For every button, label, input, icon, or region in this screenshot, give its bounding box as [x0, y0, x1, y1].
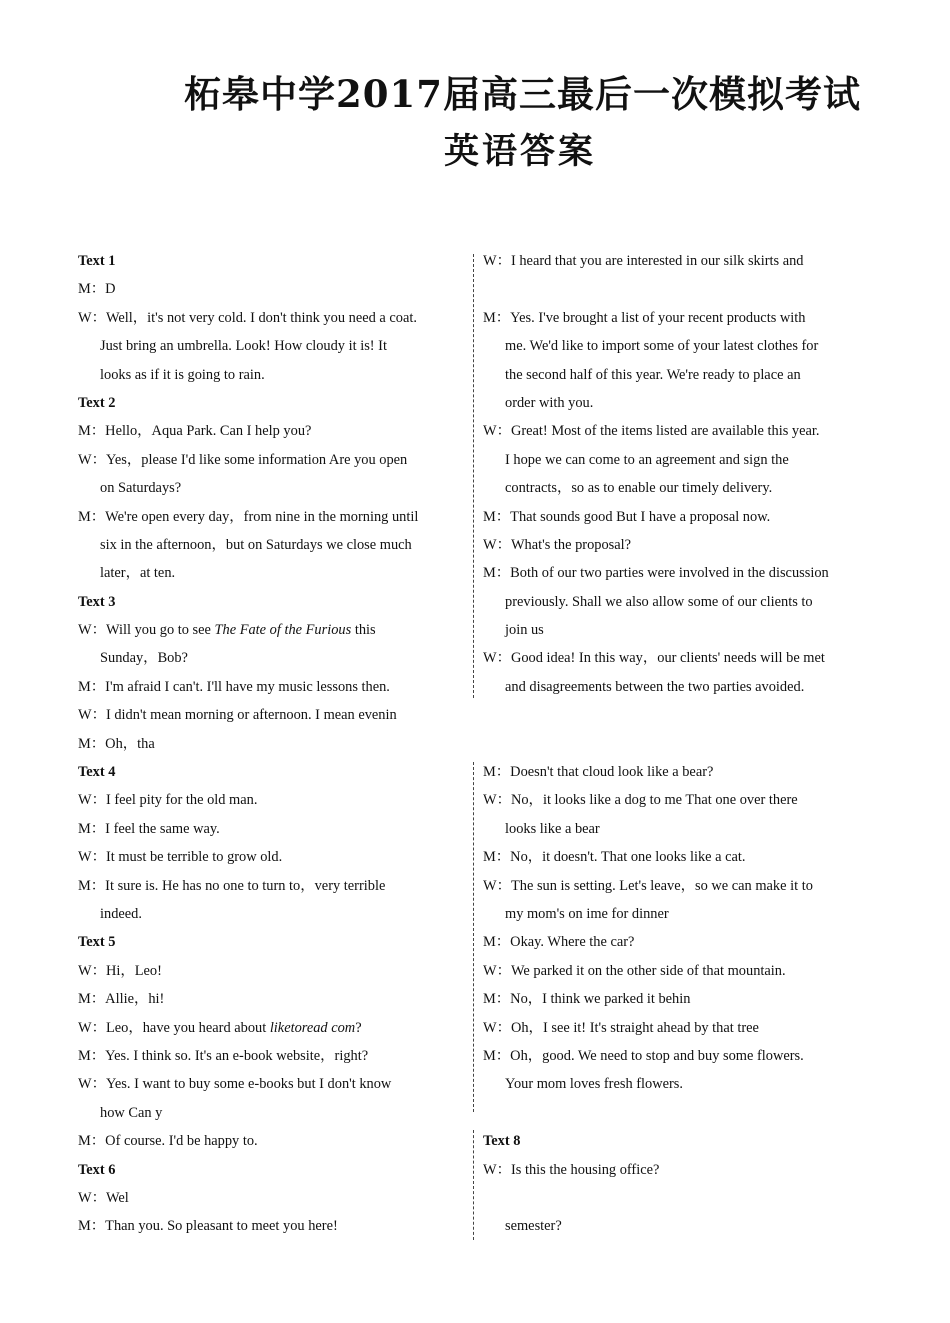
- column-divider: [473, 1130, 474, 1240]
- dialogue-line: previously. Shall we also allow some of our clients to: [505, 593, 813, 610]
- dialogue-line: M：Hello，Aqua Park. Can I help you?: [78, 423, 312, 440]
- column-divider: [473, 254, 474, 698]
- dialogue-line: W：Yes，please I'd like some information Are you open: [78, 451, 408, 468]
- dialogue-line: M：Okay. Where the car?: [483, 934, 635, 951]
- dialogue-line: W：The sun is setting. Let's leave，so we can make it to: [483, 877, 813, 894]
- dialogue-line: W：Is this the housing office?: [483, 1161, 660, 1178]
- dialogue-line: order with you.: [505, 394, 594, 411]
- dialogue-line: on Saturdays?: [100, 480, 182, 497]
- dialogue-line: six in the afternoon，but on Saturdays we close much: [100, 536, 412, 553]
- dialogue-line: how Can y: [100, 1104, 163, 1121]
- dialogue-line: M：Doesn't that cloud look like a bear?: [483, 764, 714, 781]
- page-subtitle: 英语答案: [443, 131, 596, 172]
- dialogue-line: W：We parked it on the other side of that mountain.: [483, 962, 786, 979]
- dialogue-line: W：Well，it's not very cold. I don't think you need a coat.: [78, 309, 417, 326]
- dialogue-line: M：No，it doesn't. That one looks like a cat.: [483, 849, 746, 866]
- column-divider: [473, 762, 474, 1112]
- dialogue-line: join us: [505, 622, 544, 639]
- dialogue-line: M：Of course. I'd be happy to.: [78, 1133, 258, 1150]
- section-heading: Text 1: [78, 253, 116, 269]
- dialogue-line: W：I didn't mean morning or afternoon. I mean evenin: [78, 707, 397, 724]
- title-block: [0, 70, 950, 174]
- blank-line: [483, 701, 875, 729]
- dialogue-line: W：I feel pity for the old man.: [78, 792, 258, 809]
- dialogue-line: M：Allie，hi!: [78, 991, 165, 1008]
- film-title: The Fate of the Furious: [214, 622, 352, 639]
- dialogue-line: semester?: [505, 1218, 562, 1235]
- dialogue-line: looks like a bear: [505, 820, 600, 837]
- dialogue-line: W：What's the proposal?: [483, 536, 632, 553]
- dialogue-line: M：Yes. I think so. It's an e-book website，right?: [78, 1047, 369, 1064]
- dialogue-line: W：Oh，I see it! It's straight ahead by that tree: [483, 1019, 759, 1036]
- dialogue-line: looks as if it is going to rain.: [100, 366, 265, 383]
- blank-line: [483, 1184, 875, 1212]
- section-heading: Text 6: [78, 1161, 116, 1178]
- dialogue-line: W：No，it looks like a dog to me That one over there: [483, 792, 798, 809]
- dialogue-line: W：Great! Most of the items listed are available this year.: [483, 423, 820, 440]
- dialogue-line: W：It must be terrible to grow old.: [78, 849, 283, 866]
- website-name: liketoread com: [269, 1019, 356, 1036]
- dialogue-line: W：Leo，have you heard about liketoread com?: [78, 1019, 362, 1036]
- dialogue-line: M：Oh，tha: [78, 735, 155, 752]
- dialogue-line: contracts，so as to enable our timely delivery.: [505, 480, 773, 497]
- dialogue-line: W：Good idea! In this way，our clients' needs will be met: [483, 650, 825, 667]
- dialogue-line: M：D: [78, 281, 116, 298]
- dialogue-line: W：Yes. I want to buy some e-books but I don't know: [78, 1076, 392, 1093]
- blank-line: [483, 275, 875, 303]
- blank-line: [483, 730, 875, 758]
- section-heading: Text 2: [78, 394, 116, 411]
- dialogue-line: indeed.: [100, 905, 142, 922]
- dialogue-line: Your mom loves fresh flowers.: [505, 1076, 684, 1093]
- dialogue-line: W：Wel: [78, 1189, 129, 1206]
- dialogue-line: Just bring an umbrella. Look! How cloudy it is! It: [100, 338, 387, 355]
- dialogue-line: the second half of this year. We're ready to place an: [505, 366, 801, 383]
- section-heading: Text 8: [483, 1133, 521, 1150]
- dialogue-line: M：I feel the same way.: [78, 820, 220, 837]
- section-heading: Text 4: [78, 764, 116, 781]
- dialogue-line: M：We're open every day，from nine in the morning until: [78, 508, 419, 525]
- dialogue-line: M：That sounds good But I have a proposal now.: [483, 508, 771, 525]
- left-column: [78, 247, 470, 1241]
- dialogue-line: M：No，I think we parked it behin: [483, 991, 691, 1008]
- dialogue-line: W：Hi，Leo!: [78, 962, 162, 979]
- section-heading: Text 5: [78, 934, 116, 951]
- dialogue-line: me. We'd like to import some of your latest clothes for: [505, 338, 819, 355]
- dialogue-line: W：I heard that you are interested in our silk skirts and: [483, 253, 804, 269]
- dialogue-line: later，at ten.: [100, 565, 176, 582]
- dialogue-line: my mom's on ime for dinner: [505, 905, 669, 922]
- blank-line: [483, 1099, 875, 1127]
- dialogue-line: I hope we can come to an agreement and sign the: [505, 451, 789, 468]
- section-heading: Text 3: [78, 593, 116, 610]
- dialogue-line: M：Oh，good. We need to stop and buy some flowers.: [483, 1047, 804, 1064]
- dialogue-line: M：I'm afraid I can't. I'll have my music lessons then.: [78, 678, 390, 695]
- page-title: 柘皋中学2017届高三最后一次模拟考试: [184, 72, 861, 116]
- dialogue-line: M：Yes. I've brought a list of your recent products with: [483, 309, 806, 326]
- dialogue-line: M：Than you. So pleasant to meet you here!: [78, 1218, 338, 1235]
- dialogue-line: W：Will you go to see The Fate of the Furious this: [78, 622, 376, 639]
- right-column: [483, 247, 875, 1241]
- dialogue-line: and disagreements between the two parties avoided.: [505, 678, 805, 695]
- dialogue-line: Sunday，Bob?: [100, 650, 188, 667]
- dialogue-line: M：Both of our two parties were involved in the discussion: [483, 565, 829, 582]
- dialogue-line: M：It sure is. He has no one to turn to，very terrible: [78, 877, 386, 894]
